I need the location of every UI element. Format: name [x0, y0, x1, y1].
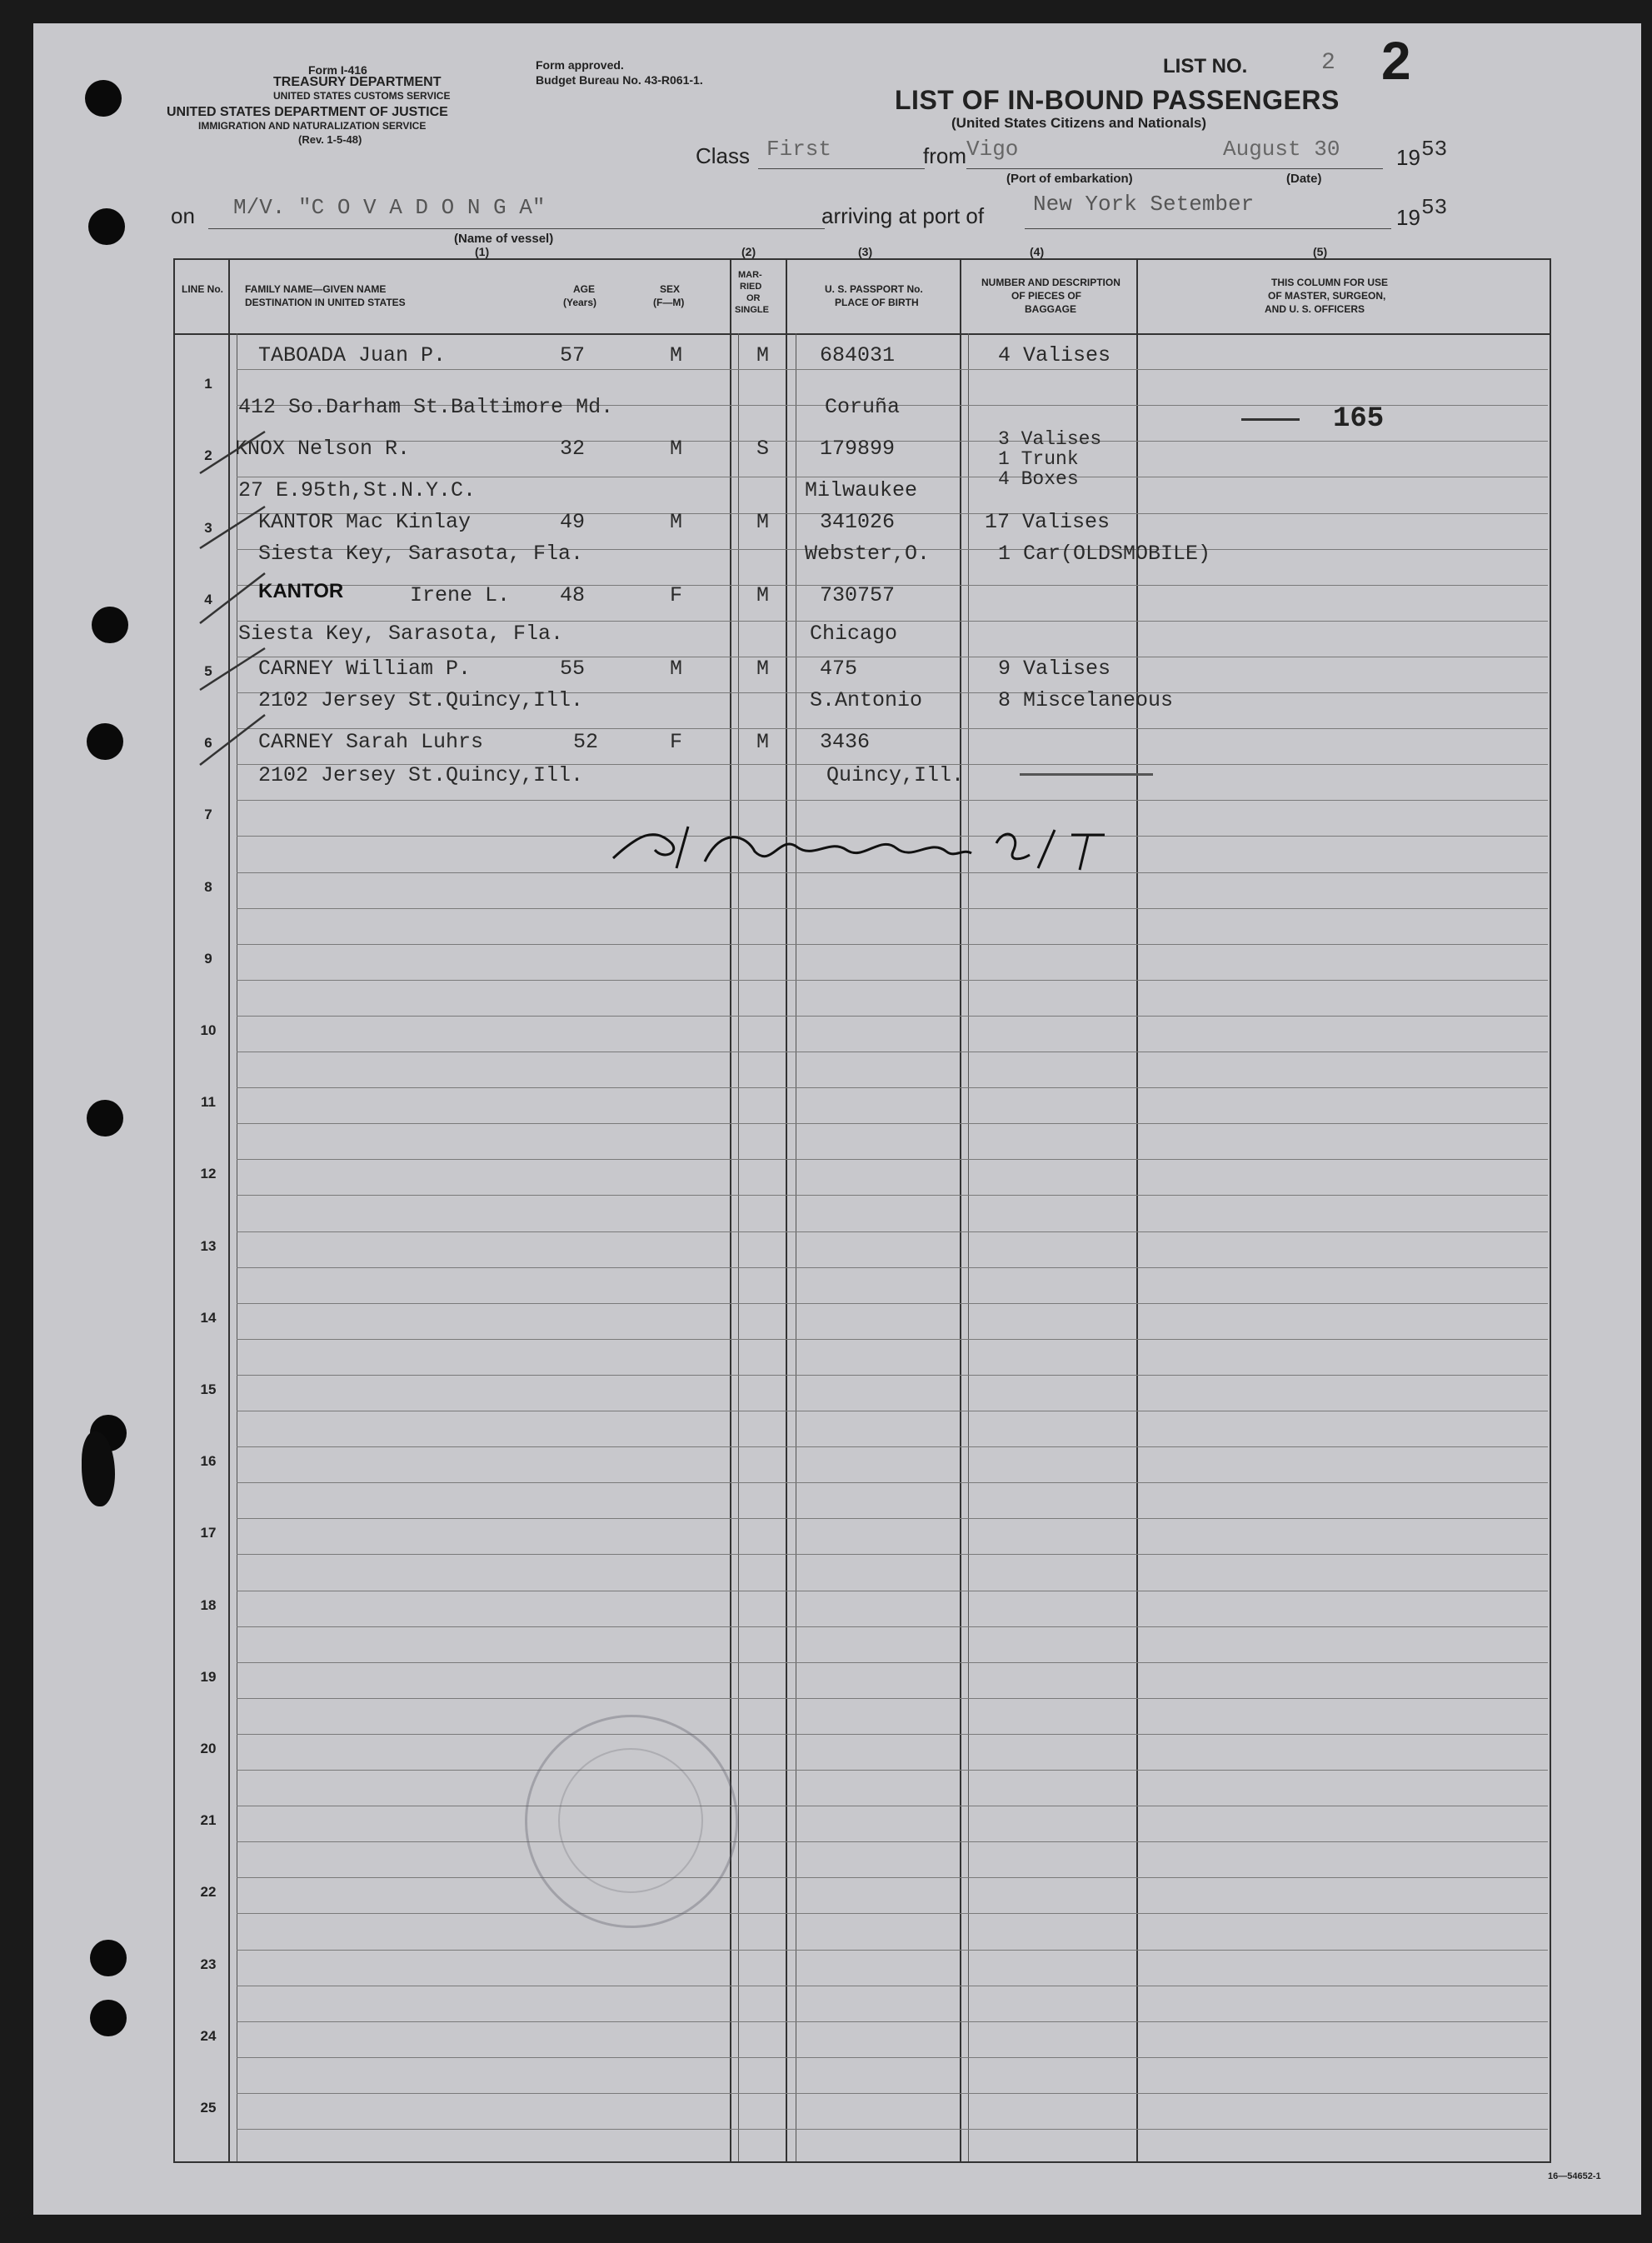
punch-hole	[88, 208, 125, 245]
hdr-use-3: AND U. S. OFFICERS	[1265, 303, 1365, 315]
ruled-line	[237, 1626, 1548, 1627]
passenger-3-sex: M	[670, 510, 683, 534]
col-4-label: (4)	[1030, 245, 1045, 258]
hdr-age-sub: (Years)	[563, 297, 597, 308]
passenger-2-name: KNOX Nelson R.	[235, 437, 411, 461]
col-line	[730, 258, 731, 2161]
passenger-2-passport: 179899	[820, 437, 896, 461]
passenger-1-name: TABOADA Juan P.	[258, 343, 447, 367]
ruled-line	[237, 1339, 1548, 1340]
signature-graphic	[605, 810, 1155, 877]
passenger-5-married: M	[756, 657, 770, 681]
from-label: from	[923, 143, 966, 168]
passenger-4-passport: 730757	[820, 583, 896, 607]
ruled-line	[237, 1123, 1548, 1124]
passenger-1-dest: 412 So.Darham St.Baltimore Md.	[238, 395, 614, 419]
line-number: 18	[200, 1596, 217, 1613]
line-number: 17	[200, 1525, 217, 1541]
inner-line	[738, 333, 739, 2161]
list-no-handwritten: 2	[1381, 31, 1411, 91]
class-underline	[758, 168, 925, 169]
line-number: 25	[200, 2099, 217, 2116]
passenger-3-name: KANTOR Mac Kinlay	[258, 510, 472, 534]
ruled-line	[237, 1267, 1548, 1268]
ruled-line	[237, 1016, 1548, 1017]
hdr-birth: PLACE OF BIRTH	[835, 297, 919, 308]
passenger-6-sex: F	[670, 730, 683, 754]
passenger-2-baggage-3: 4 Boxes	[998, 468, 1079, 490]
hdr-married-3: OR	[746, 293, 761, 303]
inner-line	[968, 333, 969, 2161]
hdr-married-2: RIED	[740, 282, 762, 292]
ruled-line	[237, 1734, 1548, 1735]
line-number: 4	[204, 591, 212, 607]
line-number: 24	[200, 2027, 217, 2044]
ruled-line	[237, 1554, 1548, 1555]
punch-hole	[92, 607, 128, 643]
line-number: 15	[200, 1381, 217, 1397]
line-number: 9	[204, 950, 212, 967]
passenger-5-baggage: 9 Valises	[998, 657, 1111, 681]
ruled-line	[237, 369, 1548, 370]
manifest-page	[33, 23, 1641, 2215]
hdr-baggage-1: NUMBER AND DESCRIPTION	[981, 277, 1120, 288]
passenger-6-passport: 3436	[820, 730, 871, 754]
line-number: 11	[201, 1094, 216, 1111]
date-value: August 30	[1223, 137, 1340, 162]
class-value: First	[766, 137, 832, 162]
ruled-line	[237, 728, 1548, 729]
passenger-6-name: CARNEY Sarah Luhrs	[258, 730, 484, 754]
passenger-2-sex: M	[670, 437, 683, 461]
passenger-5-name: CARNEY William P.	[258, 657, 472, 681]
line-number: 10	[200, 1022, 217, 1038]
year-prefix: 19	[1396, 145, 1420, 170]
ruled-line	[237, 1662, 1548, 1663]
line-number: 13	[200, 1237, 217, 1254]
line-number: 21	[200, 1812, 217, 1829]
ruled-line	[237, 1482, 1548, 1483]
col-5-label: (5)	[1313, 245, 1328, 258]
line-number: 5	[204, 662, 212, 679]
from-value: Vigo	[966, 137, 1019, 162]
ruled-line	[237, 908, 1548, 909]
col-line	[960, 258, 961, 2161]
ruled-line	[237, 1375, 1548, 1376]
arrival-underline	[1025, 228, 1391, 229]
line-number: 22	[200, 1884, 217, 1901]
page-subtitle: (United States Citizens and Nationals)	[951, 115, 1207, 131]
passenger-6-dest: 2102 Jersey St.Quincy,Ill.	[258, 763, 584, 787]
ruled-line	[237, 1877, 1548, 1878]
passenger-4-birth: Chicago	[810, 622, 898, 646]
ruled-line	[237, 944, 1548, 945]
baggage-dash	[1020, 773, 1153, 776]
ruled-line	[237, 1950, 1548, 1951]
passenger-2-age: 32	[560, 437, 586, 461]
line-number: 23	[200, 1956, 217, 1972]
ins-label: IMMIGRATION AND NATURALIZATION SERVICE	[198, 120, 427, 132]
line-number: 7	[204, 807, 212, 823]
hdr-name: FAMILY NAME—GIVEN NAME	[245, 283, 387, 295]
passenger-1-sex: M	[670, 343, 683, 367]
page-title: LIST OF IN-BOUND PASSENGERS	[895, 85, 1340, 115]
line-number: 19	[200, 1668, 217, 1685]
officer-strike	[1241, 418, 1300, 421]
ruled-line	[237, 2093, 1548, 2094]
ruled-line	[237, 1518, 1548, 1519]
passenger-4-dest: Siesta Key, Sarasota, Fla.	[238, 622, 564, 646]
passenger-1-age: 57	[560, 343, 586, 367]
arrival-year-suffix: 53	[1421, 195, 1448, 220]
passenger-3-dest: Siesta Key, Sarasota, Fla.	[258, 542, 584, 566]
hdr-baggage-3: BAGGAGE	[1025, 303, 1077, 315]
passenger-3-baggage: 17 Valises	[985, 510, 1110, 534]
line-number: 2	[204, 447, 212, 464]
col-line	[786, 258, 787, 2161]
passenger-1-married: M	[756, 343, 770, 367]
date-caption: (Date)	[1286, 172, 1322, 186]
vessel-underline	[208, 228, 825, 229]
line-number: 1	[204, 376, 212, 392]
line-slashes	[197, 415, 272, 815]
treasury-label: TREASURY DEPARTMENT	[273, 75, 442, 89]
vessel-name: M/V. "C O V A D O N G A"	[233, 195, 546, 220]
passenger-4-name: KANTOR	[258, 580, 344, 602]
col-3-label: (3)	[858, 245, 873, 258]
punch-hole	[90, 1940, 127, 1976]
passenger-5-passport: 475	[820, 657, 858, 681]
line-number: 14	[200, 1309, 217, 1326]
passenger-3-birth: Webster,O.	[805, 542, 931, 566]
hdr-baggage-2: OF PIECES OF	[1011, 290, 1082, 302]
ruled-line	[237, 1159, 1548, 1160]
arriving-label: arriving at port of	[821, 203, 985, 228]
list-no-label: LIST NO.	[1163, 55, 1248, 77]
passenger-5-age: 55	[560, 657, 586, 681]
ruled-line	[237, 1087, 1548, 1088]
line-number: 6	[204, 735, 212, 752]
ruled-line	[237, 1195, 1548, 1196]
footer-code: 16—54652-1	[1548, 2171, 1601, 2181]
ruled-line	[237, 1231, 1548, 1232]
hdr-age: AGE	[573, 283, 596, 295]
form-number: Form I-416	[308, 63, 367, 77]
passenger-3-passport: 341026	[820, 510, 896, 534]
hdr-line	[180, 283, 225, 295]
col-1-label: (1)	[475, 245, 490, 258]
year-suffix: 53	[1421, 137, 1448, 162]
passenger-4-married: M	[756, 583, 770, 607]
ruled-line	[237, 800, 1548, 801]
line-number: 8	[204, 878, 212, 895]
hdr-use-2: OF MASTER, SURGEON,	[1268, 290, 1386, 302]
hdr-passport: U. S. PASSPORT No.	[825, 283, 923, 295]
vessel-caption: (Name of vessel)	[454, 232, 554, 246]
passenger-6-birth: Quincy,Ill.	[826, 763, 965, 787]
ruled-line	[237, 2057, 1548, 2058]
hdr-sex: SEX	[660, 283, 681, 295]
passenger-4-sex: F	[670, 583, 683, 607]
ruled-line	[237, 1841, 1548, 1842]
faded-stamp-inner	[558, 1748, 703, 1893]
arrival-year-prefix: 19	[1396, 205, 1420, 230]
passenger-3-age: 49	[560, 510, 586, 534]
ruled-line	[237, 1303, 1548, 1304]
hdr-use-1: THIS COLUMN FOR USE	[1271, 277, 1388, 288]
from-underline	[966, 168, 1383, 169]
line-number: 3	[204, 519, 212, 536]
hdr-married-4: SINGLE	[735, 305, 769, 315]
punch-hole	[85, 80, 122, 117]
officer-mark: 165	[1333, 403, 1385, 435]
passenger-5-sex: M	[670, 657, 683, 681]
passenger-2-married: S	[756, 437, 770, 461]
passenger-1-birth: Coruña	[825, 395, 901, 419]
punch-hole	[87, 1100, 123, 1136]
passenger-4-given: Irene L.	[410, 583, 511, 607]
customs-label: UNITED STATES CUSTOMS SERVICE	[273, 90, 451, 102]
on-label: on	[171, 203, 195, 228]
passenger-5-dest: 2102 Jersey St.Quincy,Ill.	[258, 688, 584, 712]
line-number: 12	[200, 1166, 217, 1182]
passenger-6-age: 52	[573, 730, 599, 754]
ruled-line	[237, 2129, 1548, 2130]
passenger-6-married: M	[756, 730, 770, 754]
passenger-2-baggage-2: 1 Trunk	[998, 448, 1079, 470]
passenger-3-married: M	[756, 510, 770, 534]
passenger-2-birth: Milwaukee	[805, 478, 918, 502]
ruled-line	[237, 1770, 1548, 1771]
rev-label: (Rev. 1-5-48)	[298, 133, 362, 146]
budget-label: Budget Bureau No. 43-R061-1.	[536, 73, 703, 87]
hdr-sex-sub: (F—M)	[653, 297, 685, 308]
line-number: 16	[200, 1453, 217, 1470]
hdr-destination: DESTINATION IN UNITED STATES	[245, 297, 406, 308]
approved-label: Form approved.	[536, 58, 624, 72]
list-no-typed: 2	[1321, 50, 1335, 76]
passenger-2-dest: 27 E.95th,St.N.Y.C.	[238, 478, 477, 502]
class-label: Class	[696, 143, 751, 168]
col-2-label: (2)	[741, 245, 756, 258]
passenger-1-passport: 684031	[820, 343, 896, 367]
ruled-line	[237, 980, 1548, 981]
line-number: 20	[200, 1740, 217, 1756]
ruled-line	[237, 2021, 1548, 2022]
port-caption: (Port of embarkation)	[1006, 172, 1133, 186]
punch-hole	[90, 2000, 127, 2036]
hdr-married-1: MAR-	[738, 270, 762, 280]
ruled-line	[237, 1446, 1548, 1447]
passenger-4-age: 48	[560, 583, 586, 607]
passenger-1-baggage: 4 Valises	[998, 343, 1111, 367]
passenger-5-baggage-2: 8 Miscelaneous	[998, 688, 1174, 712]
ruled-line	[237, 1913, 1548, 1914]
ruled-line	[237, 1698, 1548, 1699]
passenger-3-baggage-2: 1 Car(OLDSMOBILE)	[998, 542, 1211, 566]
passenger-5-birth: S.Antonio	[810, 688, 923, 712]
header-divider	[173, 333, 1550, 335]
arrival-value: New York Setember	[1033, 192, 1255, 217]
passenger-2-baggage: 3 Valises	[998, 428, 1102, 450]
hdr-line-no: LINE No.	[182, 283, 223, 295]
punch-hole	[87, 723, 123, 760]
justice-label: UNITED STATES DEPARTMENT OF JUSTICE	[167, 105, 448, 119]
